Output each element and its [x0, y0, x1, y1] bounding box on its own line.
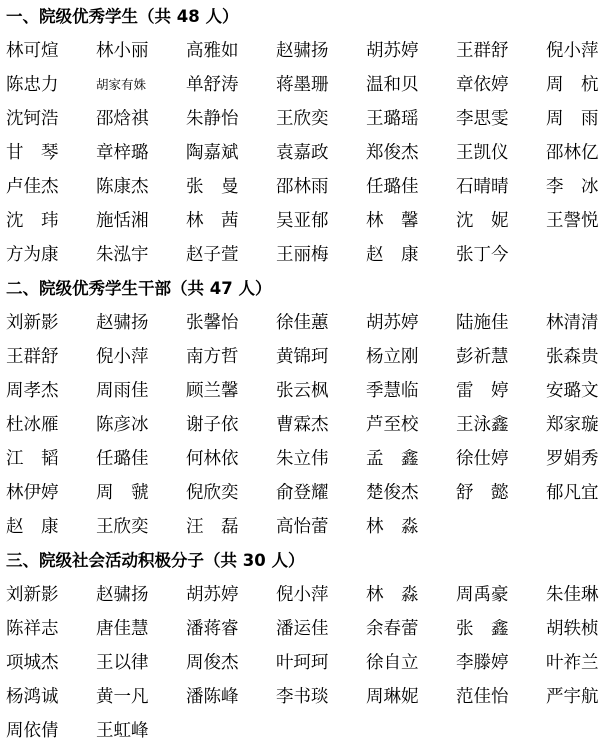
student-name: 罗娟秀 [546, 449, 599, 469]
student-name: 胡苏婷 [186, 585, 239, 605]
student-name: 汪 磊 [186, 517, 239, 537]
student-name: 沈 玮 [6, 211, 59, 231]
student-name: 王丽梅 [276, 245, 329, 265]
student-name: 李思雯 [456, 109, 509, 129]
student-name: 单舒涛 [186, 75, 239, 95]
student-name: 林 淼 [366, 517, 419, 537]
student-name: 朱静怡 [186, 109, 239, 129]
student-name: 沈 妮 [456, 211, 509, 231]
student-name: 林 淼 [366, 585, 419, 605]
student-name: 袁嘉政 [276, 143, 329, 163]
student-name: 王群舒 [6, 347, 59, 367]
student-name: 倪小萍 [96, 347, 149, 367]
student-name: 林可煊 [6, 41, 59, 61]
student-name: 谢子依 [186, 415, 239, 435]
student-name: 黄一凡 [96, 687, 149, 707]
student-name: 徐仕婷 [456, 449, 509, 469]
student-name: 王謦悦 [546, 211, 599, 231]
student-name: 周依倩 [6, 721, 59, 741]
student-name: 郑家璇 [546, 415, 599, 435]
student-name: 周雨佳 [96, 381, 149, 401]
student-name: 南方哲 [186, 347, 239, 367]
student-name: 高雅如 [186, 41, 239, 61]
student-name: 王凯仪 [456, 143, 509, 163]
student-name: 蒋墨珊 [276, 75, 329, 95]
student-name: 朱立伟 [276, 449, 329, 469]
student-name: 王欣奕 [96, 517, 149, 537]
student-name: 邵林亿 [546, 143, 599, 163]
student-name: 吴亚郁 [276, 211, 329, 231]
student-name: 赵 康 [6, 517, 59, 537]
student-name: 张 曼 [186, 177, 239, 197]
student-name: 方为康 [6, 245, 59, 265]
student-name: 潘运佳 [276, 619, 329, 639]
student-name: 季慧临 [366, 381, 419, 401]
section-outstanding-students [0, 0, 602, 272]
student-name: 倪小萍 [276, 585, 329, 605]
student-name: 任璐佳 [96, 449, 149, 469]
student-name: 俞登耀 [276, 483, 329, 503]
student-name: 章依婷 [456, 75, 509, 95]
student-name: 潘陈峰 [186, 687, 239, 707]
student-name: 舒 懿 [456, 483, 509, 503]
student-name: 周琳妮 [366, 687, 419, 707]
student-name: 李滕婷 [456, 653, 509, 673]
student-name: 陈祥志 [6, 619, 59, 639]
student-name: 倪小萍 [546, 41, 599, 61]
student-name: 张 鑫 [456, 619, 509, 639]
student-name: 胡轶桢 [546, 619, 599, 639]
student-name: 芦至校 [366, 415, 419, 435]
student-name: 陈康杰 [96, 177, 149, 197]
name-grid [0, 578, 602, 748]
student-name: 周孝杰 [6, 381, 59, 401]
student-name: 顾兰馨 [186, 381, 239, 401]
name-grid [0, 34, 602, 272]
student-name: 王欣奕 [276, 109, 329, 129]
student-name: 赵骕扬 [96, 585, 149, 605]
student-name: 陆施佳 [456, 313, 509, 333]
student-name: 唐佳慧 [96, 619, 149, 639]
student-name: 沈钶浩 [6, 109, 59, 129]
student-name: 张馨怡 [186, 313, 239, 333]
student-name: 叶祚兰 [546, 653, 599, 673]
student-name: 王以律 [96, 653, 149, 673]
student-name: 林 馨 [366, 211, 419, 231]
student-name: 徐自立 [366, 653, 419, 673]
student-name: 彭祈慧 [456, 347, 509, 367]
student-name: 江 韬 [6, 449, 59, 469]
student-name: 周禹豪 [456, 585, 509, 605]
student-name: 杨立刚 [366, 347, 419, 367]
student-name: 杜冰雁 [6, 415, 59, 435]
student-name: 严宇航 [546, 687, 599, 707]
student-name: 朱佳琳 [546, 585, 599, 605]
student-name: 张丁今 [456, 245, 509, 265]
student-name: 刘新影 [6, 313, 59, 333]
student-name: 郁凡宜 [546, 483, 599, 503]
student-name: 潘蒋睿 [186, 619, 239, 639]
student-name: 赵子萱 [186, 245, 239, 265]
student-name: 王璐瑶 [366, 109, 419, 129]
section-heading: 三、院级社会活动积极分子（共 30 人） [6, 551, 305, 570]
student-name: 孟 鑫 [366, 449, 419, 469]
student-name: 林 茜 [186, 211, 239, 231]
student-name: 朱泓宇 [96, 245, 149, 265]
student-name: 赵 康 [366, 245, 419, 265]
student-name: 叶珂珂 [276, 653, 329, 673]
student-name: 林清清 [546, 313, 599, 333]
student-name: 邵林雨 [276, 177, 329, 197]
student-name: 陈忠力 [6, 75, 59, 95]
student-name: 王群舒 [456, 41, 509, 61]
student-name: 范佳怡 [456, 687, 509, 707]
section-social-activity-activists [0, 544, 602, 748]
name-grid [0, 306, 602, 544]
student-name: 赵骕扬 [96, 313, 149, 333]
student-name: 曹霖杰 [276, 415, 329, 435]
student-name: 石晴晴 [456, 177, 509, 197]
student-name: 王泳鑫 [456, 415, 509, 435]
student-name: 周 雨 [546, 109, 599, 129]
student-name: 陶嘉斌 [186, 143, 239, 163]
student-name: 赵骕扬 [276, 41, 329, 61]
student-name: 周俊杰 [186, 653, 239, 673]
student-name: 李书琰 [276, 687, 329, 707]
student-name: 李 冰 [546, 177, 599, 197]
student-name: 林小丽 [96, 41, 149, 61]
student-name: 周 虢 [96, 483, 149, 503]
student-name: 何林依 [186, 449, 239, 469]
student-name: 张云枫 [276, 381, 329, 401]
student-name: 黄锦珂 [276, 347, 329, 367]
student-name: 林伊婷 [6, 483, 59, 503]
student-name: 杨鸿诚 [6, 687, 59, 707]
student-name: 任璐佳 [366, 177, 419, 197]
student-name: 倪欣奕 [186, 483, 239, 503]
student-name: 郑俊杰 [366, 143, 419, 163]
student-name: 余春蕾 [366, 619, 419, 639]
student-name: 章梓璐 [96, 143, 149, 163]
student-name: 周 杭 [546, 75, 599, 95]
student-name: 王虹峰 [96, 721, 149, 741]
student-name: 胡苏婷 [366, 313, 419, 333]
student-name: 高怡蕾 [276, 517, 329, 537]
student-name: 陈彦冰 [96, 415, 149, 435]
student-name: 张森贵 [546, 347, 599, 367]
student-name: 卢佳杰 [6, 177, 59, 197]
student-name: 刘新影 [6, 585, 59, 605]
student-name: 项城杰 [6, 653, 59, 673]
student-name: 徐佳蕙 [276, 313, 329, 333]
student-name: 胡家有姝 [96, 77, 147, 92]
student-name: 胡苏婷 [366, 41, 419, 61]
student-name: 安璐文 [546, 381, 599, 401]
section-heading: 一、院级优秀学生（共 48 人） [6, 7, 239, 26]
section-heading: 二、院级优秀学生干部（共 47 人） [6, 279, 272, 298]
student-name: 楚俊杰 [366, 483, 419, 503]
student-name: 邵焓祺 [96, 109, 149, 129]
student-name: 施恬湘 [96, 211, 149, 231]
student-name: 雷 婷 [456, 381, 509, 401]
section-outstanding-student-cadres [0, 272, 602, 544]
student-name: 温和贝 [366, 75, 419, 95]
student-name: 甘 琴 [6, 143, 59, 163]
